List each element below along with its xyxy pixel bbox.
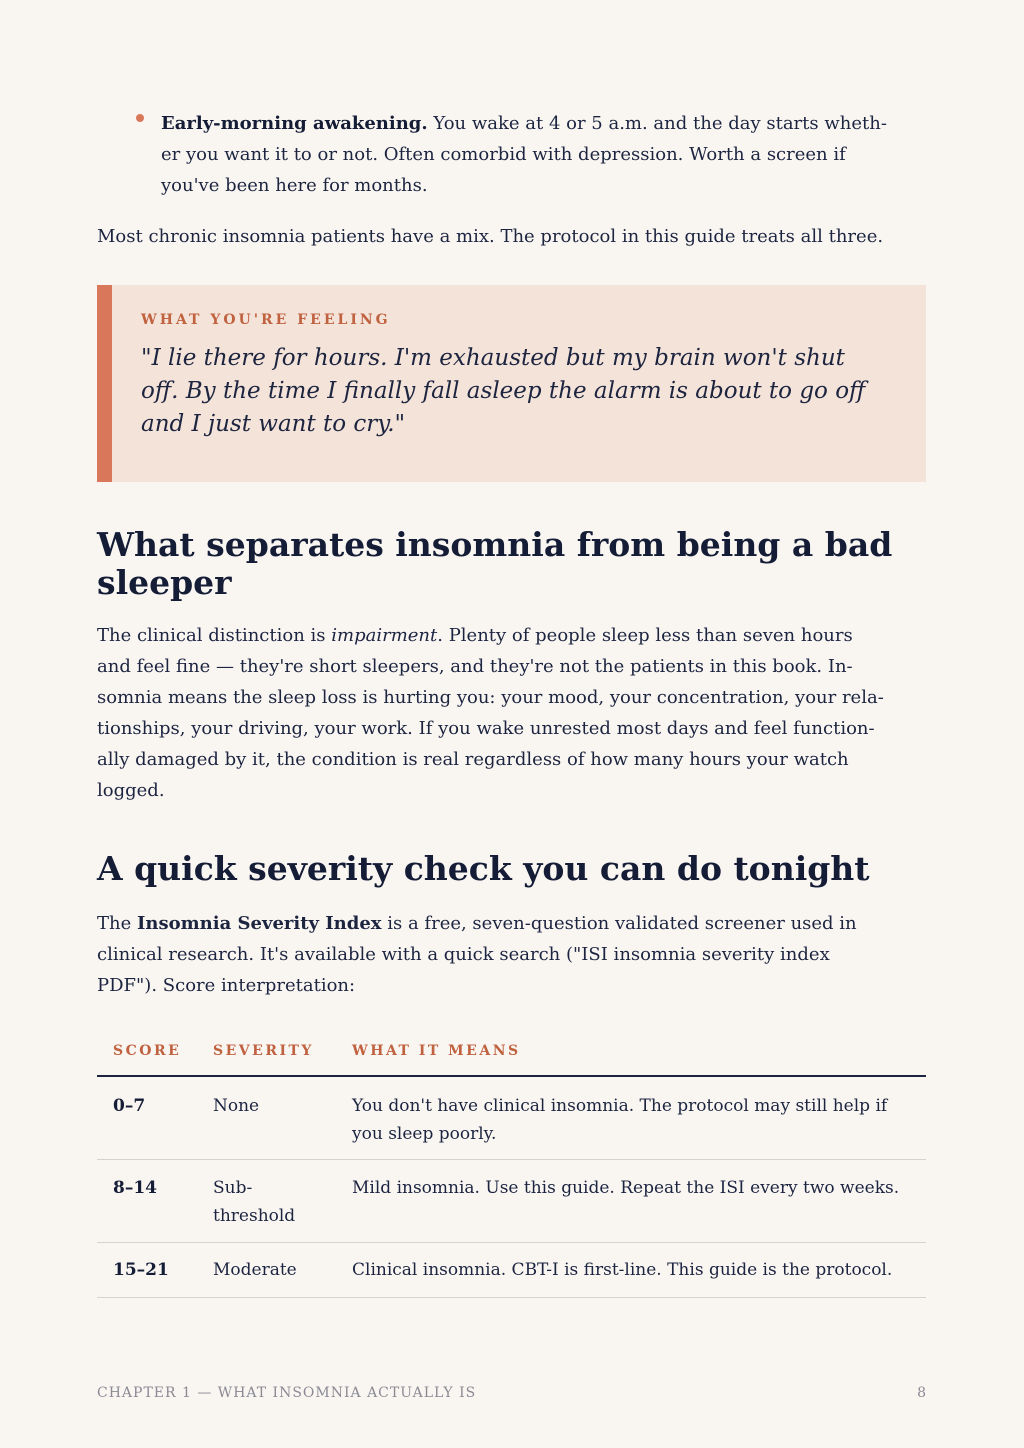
isi-name: Insomnia Severity Index xyxy=(136,913,382,934)
feeling-callout xyxy=(97,285,926,482)
table-row xyxy=(97,1160,926,1243)
table-row xyxy=(97,1243,926,1298)
cell-severity: Sub-threshold xyxy=(213,1178,296,1226)
header-severity: SEVERITY xyxy=(213,1043,314,1059)
table-header xyxy=(97,1030,926,1077)
impairment-paragraph: The clinical distinction is impairment. Plenty of people sleep less than seven hours and feel fine — they're short sleepers, and they're not the patients in this book. In- somnia means the sleep loss is hurting you: your mood, your concentration, your rela- tionships, your driving, your work. If you wake unrested most days and feel function- ally damaged by it, the condition is real regardless of how many hours your watch logged. xyxy=(97,625,884,801)
section-heading-severity-check: A quick severity check you can do tonight xyxy=(97,849,870,888)
footer-page-number: 8 xyxy=(917,1385,926,1401)
cell-severity: None xyxy=(213,1096,260,1116)
section-heading-separates: What separates insomnia from being a bad sleeper xyxy=(97,525,893,602)
cell-score: 15–21 xyxy=(113,1260,169,1280)
isi-paragraph: The Insomnia Severity Index is a free, seven-question validated screener used in clinical research. It's available with a quick search ("ISI insomnia severity index PDF"). Score interpretation: xyxy=(97,913,857,996)
callout-accent-bar xyxy=(97,285,112,482)
mix-paragraph: Most chronic insomnia patients have a mix. The protocol in this guide treats all three. xyxy=(97,226,884,247)
bullet-dot-icon xyxy=(136,114,144,122)
cell-severity: Moderate xyxy=(213,1260,297,1280)
cell-score: 8–14 xyxy=(113,1178,157,1198)
isi-score-table xyxy=(97,1030,926,1298)
cell-score: 0–7 xyxy=(113,1096,146,1116)
cell-meaning: Clinical insomnia. CBT-I is first-line. This guide is the protocol. xyxy=(352,1260,893,1280)
emphasis-impairment: impairment xyxy=(331,625,438,646)
cell-meaning: You don't have clinical insomnia. The protocol may still help if you sleep poorly. xyxy=(352,1096,888,1144)
footer-chapter: CHAPTER 1 — WHAT INSOMNIA ACTUALLY IS xyxy=(97,1385,477,1401)
callout-quote: "I lie there for hours. I'm exhausted but my brain won't shut off. By the time I finally fall asleep the alarm is about to go off and I just want to cry." xyxy=(141,345,866,437)
bullet-lead: Early-morning awakening. xyxy=(161,113,428,134)
callout-label: WHAT YOU'RE FEELING xyxy=(141,312,391,328)
table-row xyxy=(97,1077,926,1160)
header-meaning: WHAT IT MEANS xyxy=(352,1043,521,1059)
cell-meaning: Mild insomnia. Use this guide. Repeat the ISI every two weeks. xyxy=(352,1178,900,1198)
header-score: SCORE xyxy=(113,1043,182,1059)
bullet-early-morning-awakening: Early-morning awakening. You wake at 4 or 5 a.m. and the day starts wheth- er you want it to or not. Often comorbid with depression. Worth a screen if you've been here for months. xyxy=(161,108,929,201)
